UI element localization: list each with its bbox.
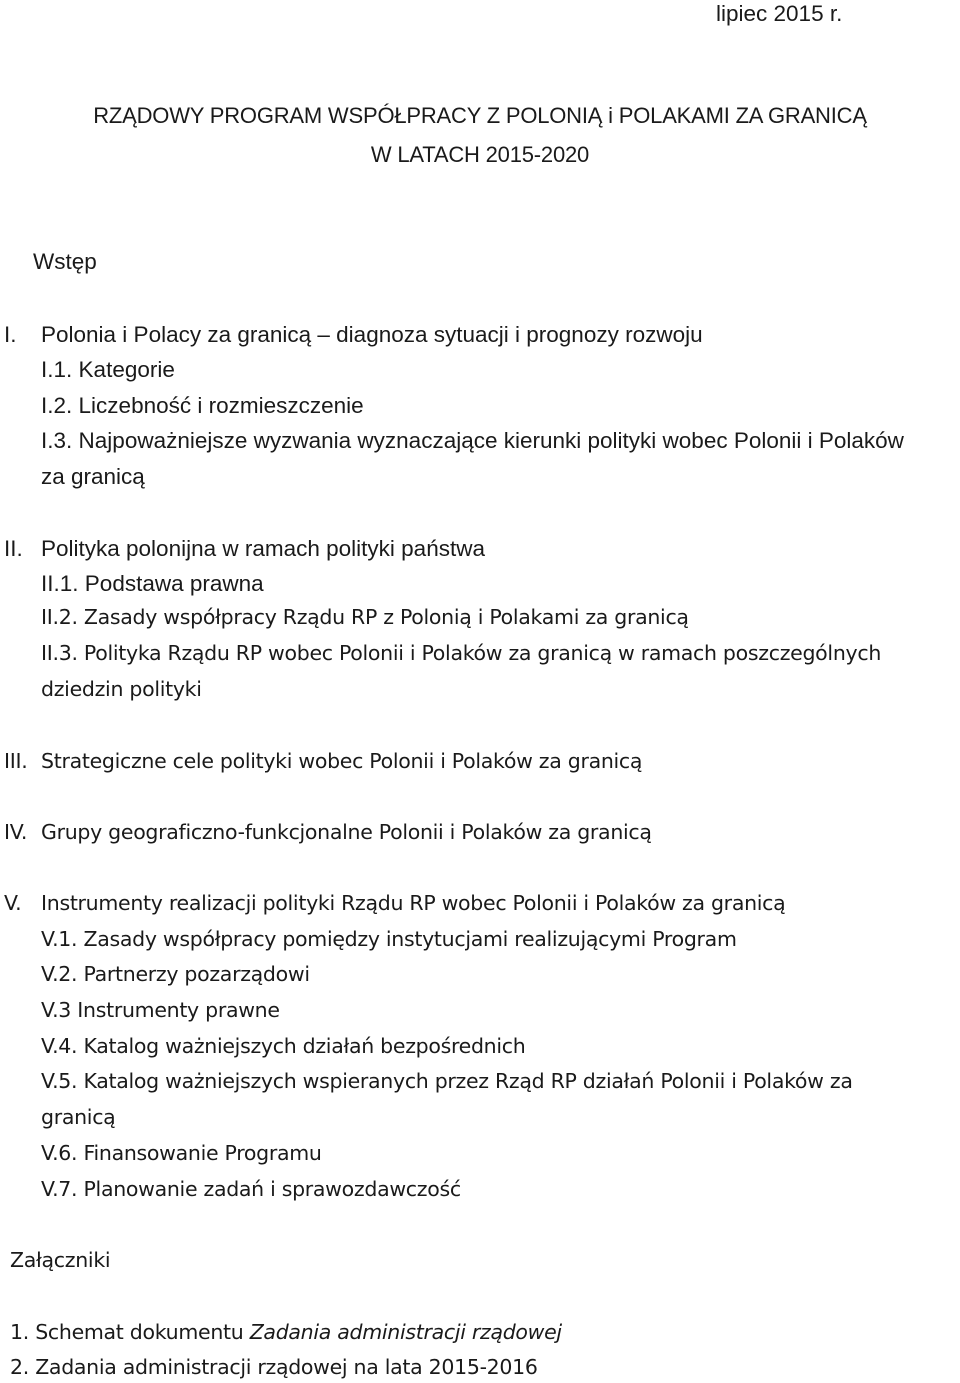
document-date: lipiec 2015 r. [716,1,843,26]
toc-section-title: Polityka polonijna w ramach polityki państwa [41,536,485,561]
toc-subitem [41,1069,853,1094]
toc-subitem [41,356,175,383]
toc-section-number: III. [4,749,28,773]
toc-subitem [41,392,364,419]
annex-title: Schemat dokumentu [35,1320,244,1344]
toc-subitem-number: V.7. [41,1177,78,1201]
toc-subitem [41,962,310,987]
annex-number: 1. [10,1320,29,1344]
toc-section-title: Polonia i Polacy za granicą – diagnoza sytuacji i prognozy rozwoju [41,322,703,347]
annex-number: 2. [10,1355,29,1379]
toc-subitem-number: II.3. [41,641,78,665]
toc-subitem [41,605,689,630]
annex-item [10,1355,538,1380]
toc-subitem [41,927,737,952]
toc-subitem-title: Planowanie zadań i sprawozdawczość [83,1177,461,1201]
toc-section-title: Grupy geograficzno-funkcjonalne Polonii i Polaków za granicą [41,820,652,844]
toc-subitem [41,1034,525,1059]
toc-subitem-continuation: za granicą [41,464,145,489]
toc-subitem-title: Liczebność i rozmieszczenie [78,393,364,418]
toc-subitem-number: I.1. [41,357,73,382]
toc-subitem-title: Zasady współpracy pomiędzy instytucjami realizującymi Program [83,927,737,951]
toc-subitem-number: II.2. [41,605,78,629]
toc-subitem [41,998,280,1023]
toc-subitem-number: II.1. [41,571,79,596]
toc-subitem-continuation: granicą [41,1105,116,1129]
toc-subitem-title: Instrumenty prawne [77,998,280,1022]
toc-subitem-number: V.2. [41,962,78,986]
toc-section-number: V. [4,891,22,915]
toc-subitem [41,570,264,597]
document-title-line-2: W LATACH 2015-2020 [370,142,590,167]
annex-title-italic: Zadania administracji rządowej [249,1320,562,1344]
toc-section-number: II. [4,536,23,561]
toc-subitem [41,1177,461,1202]
toc-subitem-number: V.5. [41,1069,78,1093]
toc-subitem-number: I.3. [41,428,73,453]
toc-subitem [41,427,904,454]
toc-subitem-title: Kategorie [78,357,175,382]
toc-subitem-title: Katalog ważniejszych wspieranych przez Rząd RP działań Polonii i Polaków za [83,1069,853,1093]
toc-subitem-title: Najpoważniejsze wyzwania wyznaczające kierunki polityki wobec Polonii i Polaków [78,428,904,453]
toc-subitem-continuation: dziedzin polityki [41,677,202,701]
toc-subitem-number: V.6. [41,1141,78,1165]
toc-section-title: Instrumenty realizacji polityki Rządu RP wobec Polonii i Polaków za granicą [41,891,786,915]
toc-subitem-number: V.4. [41,1034,78,1058]
toc-section-number: I. [4,322,17,347]
annexes-heading: Załączniki [10,1248,111,1272]
toc-subitem-title: Katalog ważniejszych działań bezpośrednich [83,1034,526,1058]
toc-subitem-title: Finansowanie Programu [83,1141,322,1165]
toc-section-title: Strategiczne cele polityki wobec Polonii i Polaków za granicą [41,749,643,773]
toc-subitem-title: Zasady współpracy Rządu RP z Polonią i Polakami za granicą [83,605,689,629]
toc-subitem-title: Partnerzy pozarządowi [83,962,310,986]
toc-subitem-title: Polityka Rządu RP wobec Polonii i Polaków za granicą w ramach poszczególnych [83,641,882,665]
toc-subitem [41,641,881,666]
toc-subitem-number: V.1. [41,927,78,951]
toc-subitem-number: I.2. [41,393,73,418]
toc-section-number: IV. [4,820,28,844]
toc-subitem [41,1141,322,1166]
toc-subitem-number: V.3 [41,998,72,1022]
annex-item [10,1320,562,1345]
document-title-line-1: RZĄDOWY PROGRAM WSPÓŁPRACY Z POLONIĄ i POLAKAMI ZA GRANICĄ [93,103,867,128]
annex-title: Zadania administracji rządowej na lata 2015-2016 [35,1355,538,1379]
toc-intro: Wstęp [33,249,97,274]
toc-subitem-title: Podstawa prawna [84,571,264,596]
